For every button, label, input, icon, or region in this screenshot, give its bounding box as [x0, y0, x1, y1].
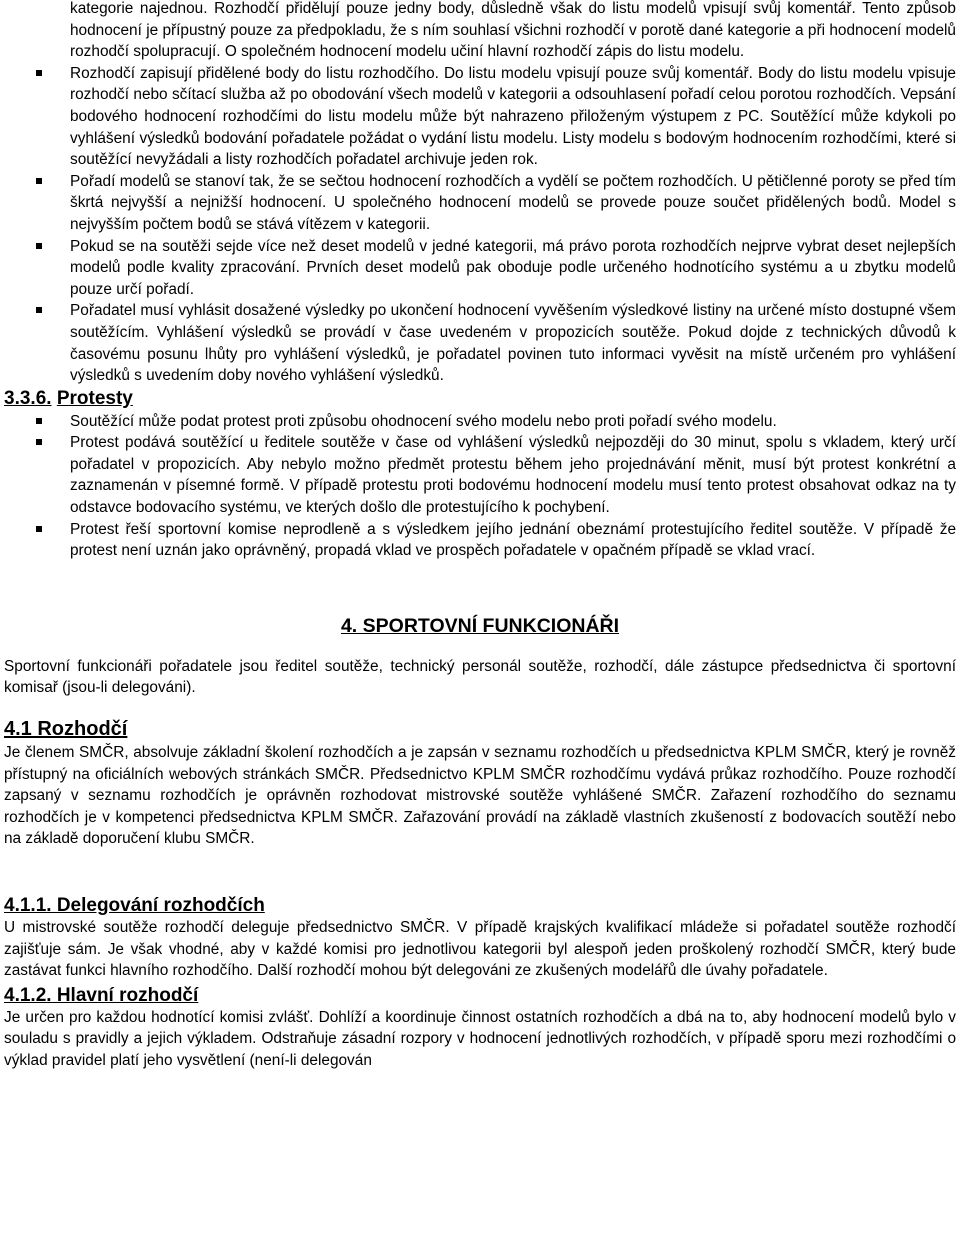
list-item: Soutěžící může podat protest proti způsobu ohodnocení svého modelu nebo proti pořadí svého modelu. [4, 411, 956, 433]
list-item: Protest řeší sportovní komise neprodleně a s výsledkem jejího jednání obeznámí protestujícího ředitel soutěže. V případě že protest není uznán jako oprávněný, propadá vklad ve prospěch pořadatele v opačném případě se vklad vrací. [4, 519, 956, 562]
subsection-heading-delegovani: 4.1.1. Delegování rozhodčích [4, 895, 265, 916]
square-bullet-icon [36, 243, 42, 249]
bullet-list-evaluation [4, 63, 956, 387]
square-bullet-icon [36, 526, 42, 532]
section-paragraph: Je členem SMČR, absolvuje základní školení rozhodčích a je zapsán v seznamu rozhodčích u předsednictva KPLM SMČR, který je rovněž přístupný na oficiálních webových stránkách SMČR. Předsednictvo KPLM SMČR rozhodčímu vydává průkaz rozhodčího. Pouze rozhodčí zapsaný v seznamu rozhodčích je oprávněn rozhodovat mistrovské soutěže vyhlášené SMČR. Zařazení rozhodčího do seznamu rozhodčích je v kompetenci předsednictva KPLM SMČR. Zařazování provádí na základě vlastních zkušeností z bodovacích soutěží nebo na základě doporučení klubu SMČR. [4, 744, 956, 848]
bullet-list-protests [4, 411, 956, 562]
section-heading-protesty: 3.3.6. Protesty [4, 387, 133, 409]
section-heading-rozhodci: 4.1 Rozhodčí [4, 718, 128, 741]
list-item: Protest podává soutěžící u ředitele soutěže v čase od vyhlášení výsledků nejpozději do 30 minut, spolu s vkladem, který určí pořadatel v propozicích. Aby nebylo možno předmět protestu během jeho projednávání měnit, musí být protest konkrétní a zaznamenán v písemné formě. V případě protestu proti bodovému hodnocení modelu musí tento protest obsahovat odkaz na ty odstavce bodovacího systému, ve kterých došlo dle protestujícího k pochybení. [4, 432, 956, 518]
subsection-paragraph: Je určen pro každou hodnotící komisi zvlášť. Dohlíží a koordinuje činnost ostatních rozhodčích a dbá na to, aby hodnocení modelů bylo v souladu s pravidly a jejich výkladem. Odstraňuje zásadní rozpory v hodnocení jednotlivých rozhodčích, v případě sporu mezi rozhodčími o výklad pravidel platí jeho vysvětlení (není-li delegován [4, 1008, 956, 1069]
subsection-heading-hlavni: 4.1.2. Hlavní rozhodčí [4, 984, 199, 1006]
list-item: Pořadí modelů se stanoví tak, že se sečtou hodnocení rozhodčích a vydělí se počtem rozhodčích. U pětičlenné poroty se před tím škrtá nejvyšší a nejnižší hodnocení. U společného hodnocení modelů se provede pouze součet přidělených bodů. Model s nejvyšším počtem bodů se stává vítězem v kategorii. [4, 171, 956, 236]
square-bullet-icon [36, 307, 42, 313]
square-bullet-icon [36, 418, 42, 424]
square-bullet-icon [36, 70, 42, 76]
subsection-paragraph: U mistrovské soutěže rozhodčí deleguje předsednictvo SMČR. V případě krajských kvalifikací mládeže si pořadatel soutěže rozhodčí zajišťuje sám. Je však vhodné, aby v každé komisi pro jednotlivou kategorii byl alespoň jeden proškolený rozhodčí SMČR, který bude zastávat funkci hlavního rozhodčího. Další rozhodčí mohou být delegováni ze zkušených modelářů dle úvahy pořadatele. [4, 919, 956, 980]
chapter-heading: 4. SPORTOVNÍ FUNKCIONÁŘI [340, 614, 620, 637]
list-item: Pokud se na soutěži sejde více než deset modelů v jedné kategorii, má právo porota rozhodčích nejprve vybrat deset nejlepších modelů podle kvality zpracování. Prvních deset modelů pak oboduje podle určeného hodnotícího systému a u zbytku modelů pouze určí pořadí. [4, 236, 956, 301]
list-item: Rozhodčí zapisují přidělené body do listu rozhodčího. Do listu modelu vpisují pouze svůj komentář. Body do listu modelu vpisuje rozhodčí nebo sčítací služba až po obodování všech modelů v kategorii a odsouhlasení pořadí celou porotou rozhodčích. Vepsání bodového hodnocení rozhodčími do listu modelu může být nahrazeno přiloženým výstupem z PC. Soutěžící může kdykoli po vyhlášení výsledků bodování pořadatele požádat o vydání listu modelu. Listy modelu s bodovým hodnocením rozhodčími, které si soutěžící nevyžádali a listy rozhodčích pořadatel archivuje jeden rok. [4, 63, 956, 171]
list-item: Pořadatel musí vyhlásit dosažené výsledky po ukončení hodnocení vyvěšením výsledkové listiny na určené místo dostupné všem soutěžícím. Vyhlášení výsledků se provádí v čase uvedeném v propozicích soutěže. Pokud dojde z technických důvodů k časovému posunu lhůty pro vyhlášení výsledků, je pořadatel povinen tuto informaci vyvěsit na místě určeném pro vyhlášení výsledků s uvedením doby nového vyhlášení výsledků. [4, 300, 956, 386]
square-bullet-icon [36, 439, 42, 445]
chapter-paragraph: Sportovní funkcionáři pořadatele jsou ředitel soutěže, technický personál soutěže, rozhodčí, dále zástupce předsednictva či sportovní komisař (jsou-li delegováni). [4, 657, 956, 697]
continued-paragraph: kategorie najednou. Rozhodčí přidělují pouze jedny body, důsledně však do listu modelů vpisují svůj komentář. Tento způsob hodnocení je přípustný pouze za předpokladu, že s ním souhlasí všichni rozhodčí v porotě dané kategorie a při hodnocení modelů rozhodčí spolupracují. O společném hodnocení modelu učiní hlavní rozhodčí zápis do listu modelu. [70, 0, 956, 61]
square-bullet-icon [36, 178, 42, 184]
